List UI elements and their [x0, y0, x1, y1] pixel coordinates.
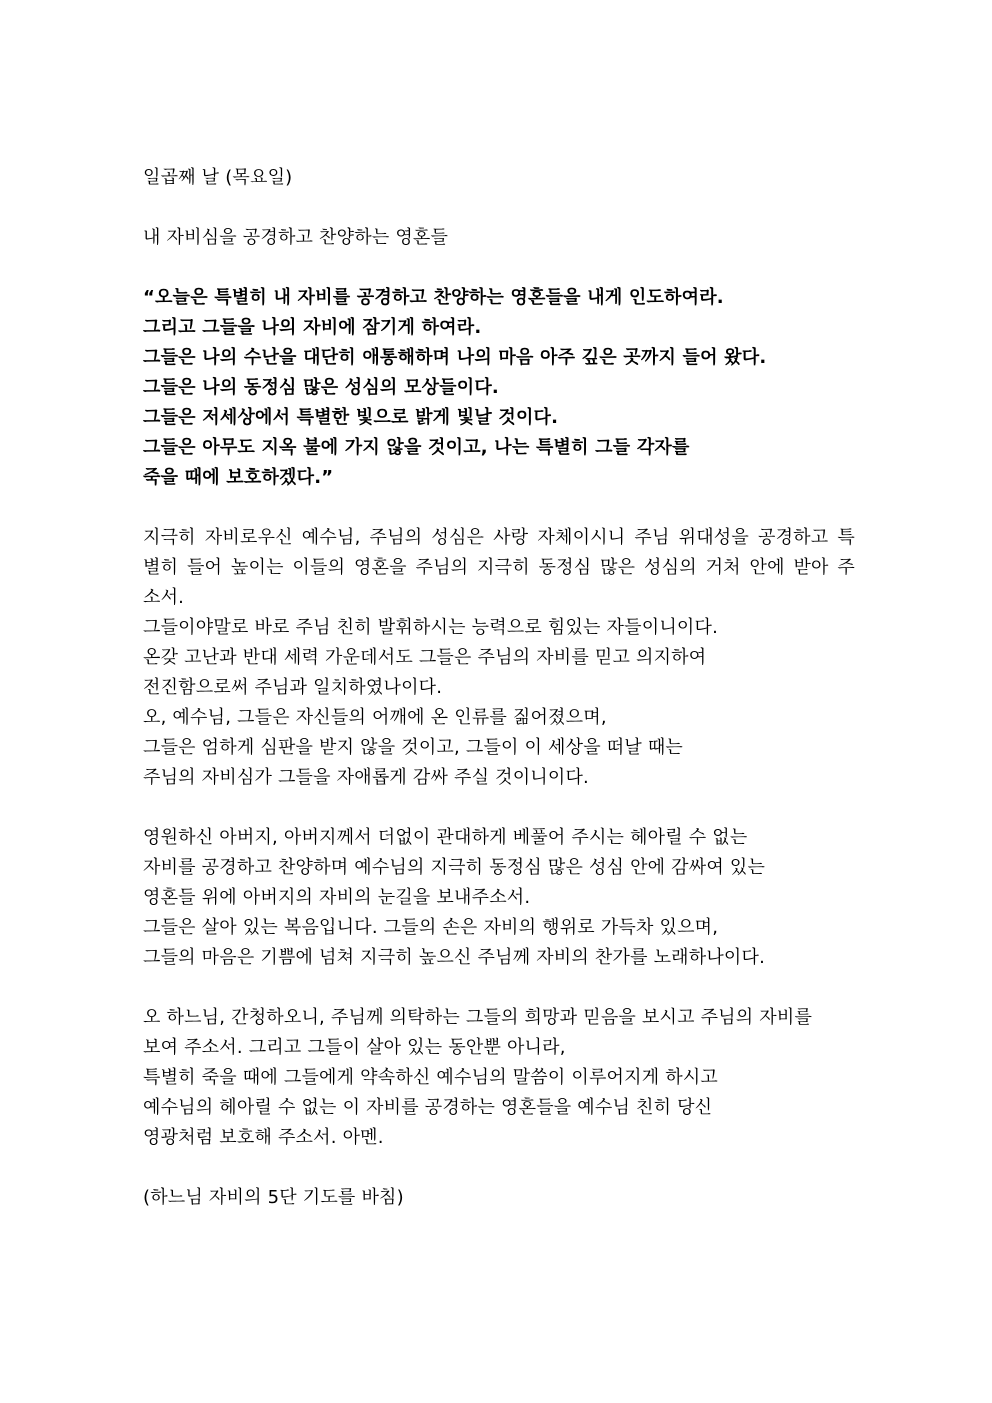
prayer-line: 지극히 자비로우신 예수님, 주님의 성심은 사랑 자체이시니 주님 위대성을 공경하고 특	[143, 527, 855, 548]
quote-line: 그리고 그들을 나의 자비에 잠기게 하여라.	[143, 317, 482, 338]
prayer-line: 그들은 살아 있는 복음입니다. 그들의 손은 자비의 행위로 가득차 있으며,	[143, 917, 719, 938]
quote-line: 그들은 아무도 지옥 불에 가지 않을 것이고, 나는 특별히 그들 각자를	[143, 437, 690, 458]
prayer-line: 그들은 엄하게 심판을 받지 않을 것이고, 그들이 이 세상을 떠날 때는	[143, 737, 684, 758]
prayer-line: 영원하신 아버지, 아버지께서 더없이 관대하게 베풀어 주시는 헤아릴 수 없는	[143, 827, 748, 848]
subtitle: 내 자비심을 공경하고 찬양하는 영혼들	[143, 227, 449, 248]
prayer-line: 오, 예수님, 그들은 자신들의 어깨에 온 인류를 짊어졌으며,	[143, 707, 607, 728]
quote-line: 그들은 나의 동정심 많은 성심의 모상들이다.	[143, 377, 499, 398]
quote-line: “오늘은 특별히 내 자비를 공경하고 찬양하는 영혼들을 내게 인도하여라.	[143, 287, 724, 308]
prayer-line: 소서.	[143, 587, 185, 608]
spacer	[143, 973, 863, 1003]
day-heading: 일곱째 날 (목요일)	[143, 167, 293, 188]
document-body	[143, 163, 863, 1213]
prayer-line: 주님의 자비심가 그들을 자애롭게 감싸 주실 것이니이다.	[143, 767, 589, 788]
prayer-line: 영광처럼 보호해 주소서. 아멘.	[143, 1127, 384, 1148]
jesus-quote	[143, 283, 863, 493]
closing-note: (하느님 자비의 5단 기도를 바침)	[143, 1187, 404, 1208]
spacer	[143, 493, 863, 523]
prayer-line: 온갖 고난과 반대 세력 가운데서도 그들은 주님의 자비를 믿고 의지하여	[143, 647, 707, 668]
spacer	[143, 1153, 863, 1183]
quote-line: 그들은 저세상에서 특별한 빛으로 밝게 빛날 것이다.	[143, 407, 559, 428]
spacer	[143, 193, 863, 223]
spacer	[143, 253, 863, 283]
prayer-to-jesus	[143, 523, 863, 793]
prayer-line: 그들의 마음은 기쁨에 넘쳐 지극히 높으신 주님께 자비의 찬가를 노래하나이다.	[143, 947, 766, 968]
prayer-line: 그들이야말로 바로 주님 친히 발휘하시는 능력으로 힘있는 자들이니이다.	[143, 617, 719, 638]
prayer-line: 예수님의 헤아릴 수 없는 이 자비를 공경하는 영혼들을 예수님 친히 당신	[143, 1097, 713, 1118]
prayer-to-father	[143, 823, 863, 973]
prayer-line: 특별히 죽을 때에 그들에게 약속하신 예수님의 말씀이 이루어지게 하시고	[143, 1067, 719, 1088]
prayer-to-god	[143, 1003, 863, 1153]
prayer-line: 영혼들 위에 아버지의 자비의 눈길을 보내주소서.	[143, 887, 531, 908]
prayer-line: 전진함으로써 주님과 일치하였나이다.	[143, 677, 443, 698]
quote-line: 죽을 때에 보호하겠다.”	[143, 467, 334, 488]
spacer	[143, 793, 863, 823]
prayer-line: 오 하느님, 간청하오니, 주님께 의탁하는 그들의 희망과 믿음을 보시고 주님의 자비를	[143, 1007, 813, 1028]
prayer-line: 자비를 공경하고 찬양하며 예수님의 지극히 동정심 많은 성심 안에 감싸여 있는	[143, 857, 766, 878]
prayer-line: 보여 주소서. 그리고 그들이 살아 있는 동안뿐 아니라,	[143, 1037, 566, 1058]
quote-line: 그들은 나의 수난을 대단히 애통해하며 나의 마음 아주 깊은 곳까지 들어 왔다.	[143, 347, 767, 368]
prayer-line: 별히 들어 높이는 이들의 영혼을 주님의 지극히 동정심 많은 성심의 거처 안에 받아 주	[143, 557, 855, 578]
